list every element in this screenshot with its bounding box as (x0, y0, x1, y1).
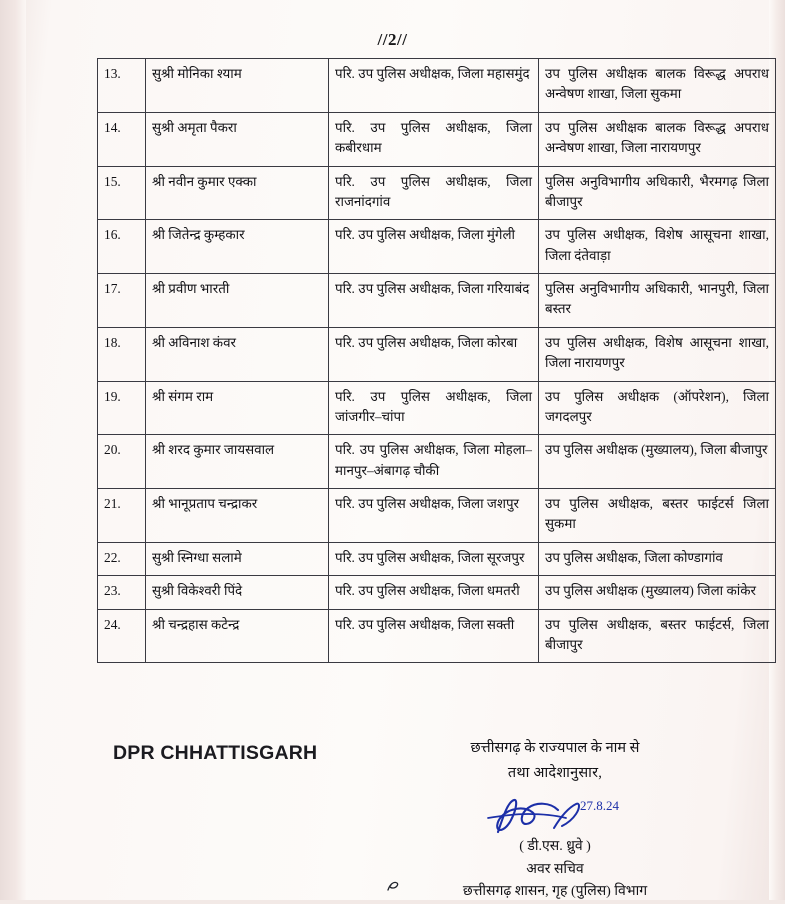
row-serial: 18. (98, 327, 146, 381)
row-serial: 14. (98, 112, 146, 166)
row-current-posting: परि. उप पुलिस अधीक्षक, जिला कबीरधाम (329, 112, 539, 166)
table-row (98, 327, 776, 381)
row-new-posting: उप पुलिस अधीक्षक, विशेष आसूचना शाखा, जिला दंतेवाड़ा (539, 220, 776, 274)
row-current-posting: परि. उप पुलिस अधीक्षक, जिला मोहला–मानपुर–अंबागढ़ चौकी (329, 435, 539, 489)
row-current-posting: परि. उप पुलिस अधीक्षक, जिला सक्ती (329, 609, 539, 663)
handwritten-signature (390, 800, 720, 834)
closing-line-1: छत्तीसगढ़ के राज्यपाल के नाम से (470, 740, 640, 756)
row-name: श्री चन्द्रहास कटेन्द्र (146, 609, 329, 663)
row-name: सुश्री विकेश्वरी पिंदे (146, 576, 329, 609)
page-number: //2// (377, 30, 408, 49)
row-new-posting: उप पुलिस अधीक्षक, बस्तर फाईटर्स जिला सुकमा (539, 489, 776, 543)
table-row (98, 609, 776, 663)
row-current-posting: परि. उप पुलिस अधीक्षक, जिला महासमुंद (329, 59, 539, 113)
signature-block (390, 800, 720, 904)
signature-strokes (480, 794, 630, 838)
table-row (98, 274, 776, 328)
transfer-order-table (97, 58, 776, 663)
row-new-posting: उप पुलिस अधीक्षक (मुख्यालय) जिला कांकेर (539, 576, 776, 609)
row-serial: 23. (98, 576, 146, 609)
row-current-posting: परि. उप पुलिस अधीक्षक, जिला जशपुर (329, 489, 539, 543)
row-serial: 15. (98, 166, 146, 220)
table-row (98, 435, 776, 489)
row-serial: 13. (98, 59, 146, 113)
table-row (98, 112, 776, 166)
row-name: श्री प्रवीण भारती (146, 274, 329, 328)
table-row (98, 576, 776, 609)
table-row (98, 166, 776, 220)
signatory-department: छत्तीसगढ़ शासन, गृह (पुलिस) विभाग (462, 884, 648, 900)
row-new-posting: पुलिस अनुविभागीय अधिकारी, भैरमगढ़ जिला बीजापुर (539, 166, 776, 220)
row-name: श्री संगम राम (146, 381, 329, 435)
row-name: श्री शरद कुमार जायसवाल (146, 435, 329, 489)
row-serial: 22. (98, 542, 146, 575)
row-name: श्री जितेन्द्र कुम्हकार (146, 220, 329, 274)
row-serial: 16. (98, 220, 146, 274)
row-name: सुश्री अमृता पैकरा (146, 112, 329, 166)
row-new-posting: उप पुलिस अधीक्षक बालक विरूद्ध अपराध अन्वेषण शाखा, जिला सुकमा (539, 59, 776, 113)
signatory-designation: अवर सचिव (526, 861, 584, 877)
table-row (98, 489, 776, 543)
closing-line-2: तथा आदेशानुसार, (507, 764, 603, 781)
row-current-posting: परि. उप पुलिस अधीक्षक, जिला कोरबा (329, 327, 539, 381)
row-new-posting: उप पुलिस अधीक्षक, बस्तर फाईटर्स, जिला बीजापुर (539, 609, 776, 663)
pen-flourish-icon (385, 876, 405, 896)
row-name: श्री नवीन कुमार एक्का (146, 166, 329, 220)
page-left-edge-shadow (0, 0, 26, 900)
signature-date: 27.8.24 (580, 798, 619, 813)
row-new-posting: उप पुलिस अधीक्षक (मुख्यालय), जिला बीजापुर (539, 435, 776, 489)
row-current-posting: परि. उप पुलिस अधीक्षक, जिला राजनांदगांव (329, 166, 539, 220)
row-serial: 24. (98, 609, 146, 663)
closing-block (390, 736, 720, 785)
row-new-posting: उप पुलिस अधीक्षक बालक विरूद्ध अपराध अन्वेषण शाखा, जिला नारायणपुर (539, 112, 776, 166)
row-name: श्री भानूप्रताप चन्द्राकर (146, 489, 329, 543)
row-serial: 20. (98, 435, 146, 489)
row-new-posting: उप पुलिस अधीक्षक, विशेष आसूचना शाखा, जिला नारायणपुर (539, 327, 776, 381)
row-current-posting: परि. उप पुलिस अधीक्षक, जिला जांजगीर–चांपा (329, 381, 539, 435)
row-current-posting: परि. उप पुलिस अधीक्षक, जिला सूरजपुर (329, 542, 539, 575)
row-serial: 17. (98, 274, 146, 328)
row-serial: 19. (98, 381, 146, 435)
row-new-posting: उप पुलिस अधीक्षक, जिला कोण्डागांव (539, 542, 776, 575)
watermark-dpr-chhattisgarh: DPR CHHATTISGARH (113, 742, 318, 764)
table-row (98, 381, 776, 435)
table-row (98, 220, 776, 274)
row-name: सुश्री मोनिका श्याम (146, 59, 329, 113)
row-current-posting: परि. उप पुलिस अधीक्षक, जिला गरियाबंद (329, 274, 539, 328)
row-name: श्री अविनाश कंवर (146, 327, 329, 381)
table-row (98, 59, 776, 113)
row-new-posting: उप पुलिस अधीक्षक (ऑपरेशन), जिला जगदलपुर (539, 381, 776, 435)
row-current-posting: परि. उप पुलिस अधीक्षक, जिला मुंगेली (329, 220, 539, 274)
row-serial: 21. (98, 489, 146, 543)
table-row (98, 542, 776, 575)
row-new-posting: पुलिस अनुविभागीय अधिकारी, भानपुरी, जिला बस्तर (539, 274, 776, 328)
row-name: सुश्री स्निग्धा सलामे (146, 542, 329, 575)
signatory-name: ( डी.एस. ध्रुवे ) (519, 839, 591, 854)
row-current-posting: परि. उप पुलिस अधीक्षक, जिला धमतरी (329, 576, 539, 609)
